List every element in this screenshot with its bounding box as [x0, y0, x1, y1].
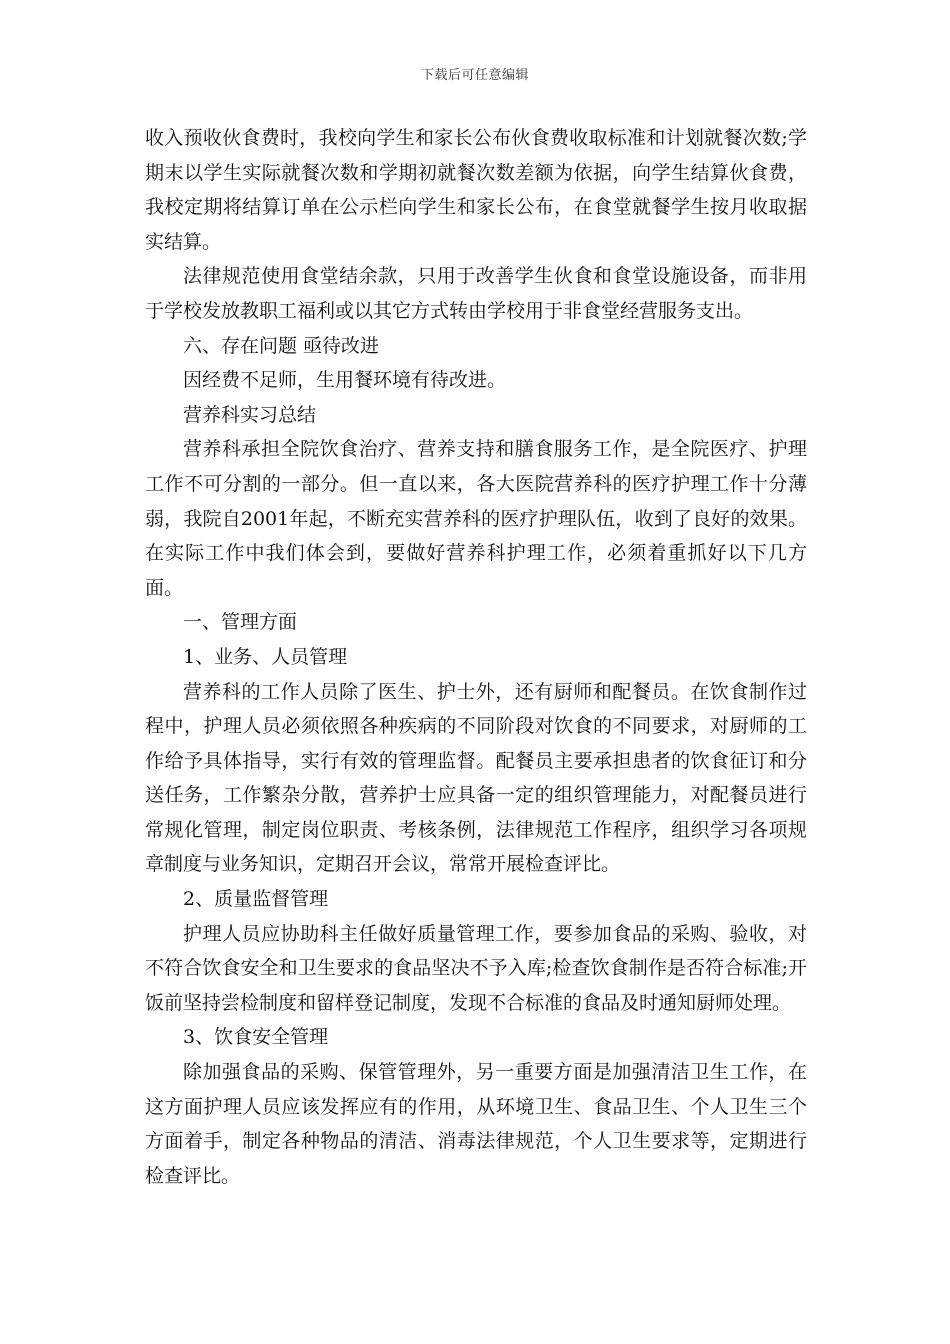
document-title: 营养科实习总结: [183, 403, 317, 426]
page-header: 下载后可任意编辑: [420, 68, 529, 83]
subsection-heading: 1、业务、人员管理: [183, 645, 348, 668]
document-body: [145, 121, 807, 1193]
paragraph: 法律规范使用食堂结余款，只用于改善学生伙食和食堂设施设备，而非用于学校发放教职工福利或以其它方式转由学校用于非食堂经营服务支出。: [145, 265, 807, 322]
paragraph: 营养科承担全院饮食治疗、营养支持和膳食服务工作，是全院医疗、护理工作不可分割的一部分。但一直以来，各大医院营养科的医疗护理工作十分薄弱，我院自2001年起，不断充实营养科的医疗护理队伍，收到了良好的效果。在实际工作中我们体会到，要做好营养科护理工作，必须着重抓好以下几方面。: [145, 438, 807, 599]
paragraph: 因经费不足师，生用餐环境有待改进。: [183, 369, 507, 392]
subsection-heading: 3、饮食安全管理: [183, 1026, 329, 1049]
subsection-heading: 2、质量监督管理: [183, 888, 329, 911]
paragraph: 护理人员应协助科主任做好质量管理工作，要参加食品的采购、验收，对不符合饮食安全和卫生要求的食品坚决不予入库;检查饮食制作是否符合标准;开饭前坚持尝检制度和留样登记制度，发现不合标准的食品及时通知厨师处理。: [145, 922, 807, 1014]
paragraph: 营养科的工作人员除了医生、护士外，还有厨师和配餐员。在饮食制作过程中，护理人员必须依照各种疾病的不同阶段对饮食的不同要求，对厨师的工作给予具体指导，实行有效的管理监督。配餐员主要承担患者的饮食征订和分送任务，工作繁杂分散，营养护士应具备一定的组织管理能力，对配餐员进行常规化管理，制定岗位职责、考核条例，法律规范工作程序，组织学习各项规章制度与业务知识，定期召开会议，常常开展检查评比。: [145, 680, 807, 876]
section-heading: 一、管理方面: [183, 611, 298, 634]
section-heading: 六、存在问题 亟待改进: [183, 334, 380, 357]
paragraph: 收入预收伙食费时，我校向学生和家长公布伙食费收取标准和计划就餐次数;学期末以学生实际就餐次数和学期初就餐次数差额为依据，向学生结算伙食费，我校定期将结算订单在公示栏向学生和家长公布，在食堂就餐学生按月收取据实结算。: [145, 127, 807, 253]
paragraph: 除加强食品的采购、保管管理外，另一重要方面是加强清洁卫生工作，在这方面护理人员应该发挥应有的作用，从环境卫生、食品卫生、个人卫生三个方面着手，制定各种物品的清洁、消毒法律规范，个人卫生要求等，定期进行检查评比。: [145, 1061, 807, 1187]
